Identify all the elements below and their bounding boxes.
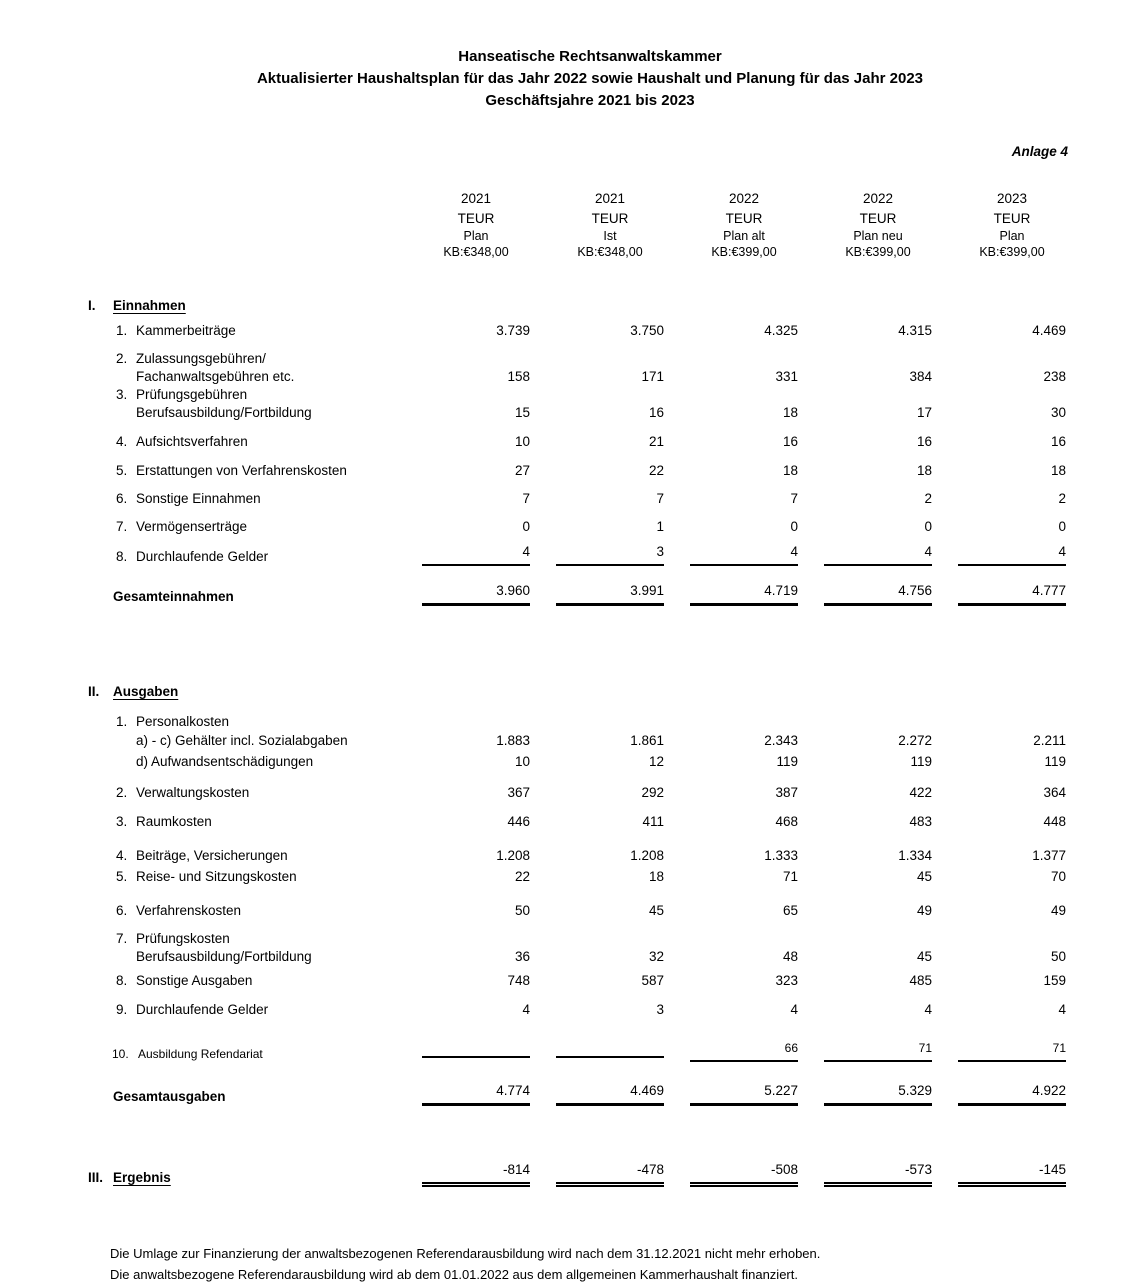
cell-value: 7 xyxy=(522,491,530,506)
cell-value: 485 xyxy=(909,973,932,988)
column-kb: KB:€399,00 xyxy=(845,245,911,259)
cell-value: 18 xyxy=(916,463,932,478)
cell-value: 16 xyxy=(648,405,664,420)
cell-value: 15 xyxy=(514,405,530,420)
footnote-line-1: Die Umlage zur Finanzierung der anwaltsbezogenen Referendarausbildung wird nach dem 31.12.2021 nicht mehr erhoben. xyxy=(110,1246,821,1261)
row-label: Durchlaufende Gelder xyxy=(136,1002,269,1017)
cell-value: 4 xyxy=(1058,1002,1066,1017)
cell-value: 45 xyxy=(916,869,932,884)
cell-value: 45 xyxy=(648,903,664,918)
column-year: 2021 xyxy=(594,191,626,206)
cell-value: 748 xyxy=(507,973,530,988)
row-label-line1: Zulassungsgebühren/ xyxy=(136,351,266,366)
section-heading-ausgaben xyxy=(88,683,1133,701)
total-value: 3.960 xyxy=(422,582,530,606)
column-header-2021-ist xyxy=(543,189,677,260)
cell-value: 49 xyxy=(916,903,932,918)
total-value: 4.469 xyxy=(556,1082,664,1106)
table-row-aufwandsentschaedigungen xyxy=(88,753,1133,771)
cell-value: 49 xyxy=(1050,903,1066,918)
cell-value: 4.325 xyxy=(764,323,798,338)
row-number: 6. xyxy=(116,491,128,506)
row-number: 2. xyxy=(116,785,128,800)
table-row-sonstige-ausgaben xyxy=(88,972,1133,990)
column-kb: KB:€348,00 xyxy=(443,245,509,259)
cell-value: 468 xyxy=(775,814,798,829)
cell-value: 27 xyxy=(514,463,530,478)
cell-value: 119 xyxy=(776,754,798,769)
section-heading-einnahmen xyxy=(88,297,1133,315)
table-row-ausbildung-refendariat xyxy=(88,1036,1133,1062)
cell-value: 446 xyxy=(507,814,530,829)
cell-value: 16 xyxy=(1050,434,1066,449)
row-label: Personalkosten xyxy=(136,714,230,729)
column-kb: KB:€399,00 xyxy=(979,245,1045,259)
cell-value: 17 xyxy=(916,405,932,420)
column-unit: TEUR xyxy=(457,211,495,226)
cell-value: 71 xyxy=(782,869,798,884)
column-kb: KB:€399,00 xyxy=(711,245,777,259)
row-label: Beiträge, Versicherungen xyxy=(136,848,288,863)
cell-value: 4.315 xyxy=(898,323,932,338)
cell-value: 71 xyxy=(958,1040,1066,1062)
row-label: Kammerbeiträge xyxy=(136,323,236,338)
cell-value: 3 xyxy=(656,1002,664,1017)
cell-value: 2 xyxy=(924,491,932,506)
column-year: 2022 xyxy=(728,191,760,206)
column-unit: TEUR xyxy=(993,211,1031,226)
column-year: 2021 xyxy=(460,191,492,206)
cell-value: 10 xyxy=(514,754,530,769)
row-number: 1. xyxy=(116,714,128,729)
cell-value: 30 xyxy=(1050,405,1066,420)
row-number: 6. xyxy=(116,903,128,918)
cell-value: 3.739 xyxy=(496,323,530,338)
cell-value: 0 xyxy=(522,519,530,534)
column-scenario: Plan neu xyxy=(853,229,903,243)
column-header-2021-plan xyxy=(409,189,543,260)
cell-value: 1.208 xyxy=(630,848,664,863)
cell-value: 50 xyxy=(514,903,530,918)
document-title xyxy=(47,0,1133,112)
column-header-2023-plan xyxy=(945,189,1079,260)
cell-value: 1.208 xyxy=(496,848,530,863)
column-scenario: Plan xyxy=(999,229,1025,243)
total-value: 5.227 xyxy=(690,1082,798,1106)
footnote-line-2: Die anwaltsbezogene Referendarausbildung wird ab dem 01.01.2022 aus dem allgemeinen Kammerhaushalt finanziert. xyxy=(110,1267,798,1282)
column-header-2022-plan-alt xyxy=(677,189,811,260)
table-row-personalkosten xyxy=(88,713,1133,731)
cell-value: 4 xyxy=(924,1002,932,1017)
cell-value: 587 xyxy=(641,973,664,988)
footnotes xyxy=(110,1243,1133,1283)
row-number: 7. xyxy=(116,931,128,946)
cell-value: 1.883 xyxy=(496,733,530,748)
cell-value: 3 xyxy=(556,543,664,566)
cell-value: 2 xyxy=(1058,491,1066,506)
total-label: Gesamtausgaben xyxy=(113,1089,226,1104)
cell-value: 119 xyxy=(910,754,932,769)
section-numeral: I. xyxy=(88,298,96,313)
row-number: 1. xyxy=(116,323,128,338)
row-label: d) Aufwandsentschädigungen xyxy=(136,754,314,769)
cell-value: 3.750 xyxy=(630,323,664,338)
cell-value: 331 xyxy=(775,369,798,384)
cell-value: 364 xyxy=(1043,785,1066,800)
cell-value: 4 xyxy=(958,543,1066,566)
cell-value: 158 xyxy=(507,369,530,384)
table-row-pruefungsgebuehren xyxy=(88,386,1133,422)
result-value: -145 xyxy=(958,1161,1066,1187)
total-value: 4.774 xyxy=(422,1082,530,1106)
cell-value: 7 xyxy=(656,491,664,506)
row-label: Vermögenserträge xyxy=(136,519,248,534)
cell-value: 4 xyxy=(690,543,798,566)
cell-value: 7 xyxy=(790,491,798,506)
cell-value: 238 xyxy=(1043,369,1066,384)
row-number: 9. xyxy=(116,1002,128,1017)
cell-value: 1.377 xyxy=(1032,848,1066,863)
result-value: -573 xyxy=(824,1161,932,1187)
cell-value: 18 xyxy=(648,869,664,884)
table-row-pruefungskosten xyxy=(88,930,1133,966)
cell-value: 292 xyxy=(641,785,664,800)
row-label xyxy=(136,350,396,386)
cell-value: 4 xyxy=(422,543,530,566)
row-label: Sonstige Einnahmen xyxy=(136,491,261,506)
column-year: 2022 xyxy=(862,191,894,206)
annex-label: Anlage 4 xyxy=(1011,144,1068,159)
table-row-vermoegensertraege xyxy=(88,518,1133,536)
total-value: 3.991 xyxy=(556,582,664,606)
cell-value: 18 xyxy=(782,405,798,420)
title-line-2: Aktualisierter Haushaltsplan für das Jahr 2022 sowie Haushalt und Planung für das Jahr 2023 xyxy=(256,70,924,87)
row-number: 2. xyxy=(116,351,128,366)
table-row-durchlaufende-gelder-einnahmen xyxy=(88,543,1133,566)
result-value: -814 xyxy=(422,1161,530,1187)
cell-value: 367 xyxy=(507,785,530,800)
total-label: Gesamteinnahmen xyxy=(113,589,234,604)
row-number: 8. xyxy=(116,973,128,988)
row-number: 10. xyxy=(112,1047,129,1061)
row-label: Aufsichtsverfahren xyxy=(136,434,248,449)
column-scenario: Ist xyxy=(603,229,617,243)
cell-value: 71 xyxy=(824,1040,932,1062)
row-label: a) - c) Gehälter incl. Sozialabgaben xyxy=(136,733,348,748)
row-label-line1: Prüfungsgebühren xyxy=(136,387,248,402)
cell-value: 411 xyxy=(642,814,664,829)
total-value: 4.922 xyxy=(958,1082,1066,1106)
row-label: Verwaltungskosten xyxy=(136,785,250,800)
cell-value: 12 xyxy=(648,754,664,769)
column-unit: TEUR xyxy=(725,211,763,226)
cell-value: 4 xyxy=(790,1002,798,1017)
column-year: 2023 xyxy=(996,191,1028,206)
cell-value: 22 xyxy=(648,463,664,478)
cell-value: 18 xyxy=(782,463,798,478)
cell-value: 48 xyxy=(782,949,798,964)
section-title: Ergebnis xyxy=(113,1170,171,1185)
row-number: 5. xyxy=(116,463,128,478)
table-row-verfahrenskosten xyxy=(88,902,1133,920)
row-number: 7. xyxy=(116,519,128,534)
column-kb: KB:€348,00 xyxy=(577,245,643,259)
cell-value: 171 xyxy=(641,369,664,384)
row-number: 4. xyxy=(116,848,128,863)
column-scenario: Plan alt xyxy=(723,229,765,243)
row-number: 3. xyxy=(116,814,128,829)
total-value: 5.329 xyxy=(824,1082,932,1106)
table-row-zulassungsgebuehren xyxy=(88,350,1133,386)
row-number: 3. xyxy=(116,387,128,402)
table-row-erstattungen xyxy=(88,462,1133,480)
row-label: Raumkosten xyxy=(136,814,212,829)
cell-value: 119 xyxy=(1044,754,1066,769)
title-line-1: Hanseatische Rechtsanwaltskammer xyxy=(458,48,722,65)
cell-value: 448 xyxy=(1043,814,1066,829)
title-line-3: Geschäftsjahre 2021 bis 2023 xyxy=(485,92,695,109)
row-label: Sonstige Ausgaben xyxy=(136,973,253,988)
cell-value: 159 xyxy=(1043,973,1066,988)
column-unit: TEUR xyxy=(859,211,897,226)
table-row-raumkosten xyxy=(88,813,1133,831)
section-numeral: II. xyxy=(88,684,100,699)
table-row-gehaelter xyxy=(88,732,1133,750)
row-label: Ausbildung Refendariat xyxy=(138,1047,263,1061)
cell-value: 45 xyxy=(916,949,932,964)
total-value: 4.719 xyxy=(690,582,798,606)
cell-value: 70 xyxy=(1050,869,1066,884)
result-value: -478 xyxy=(556,1161,664,1187)
cell-value: 422 xyxy=(909,785,932,800)
cell-value: 0 xyxy=(1058,519,1066,534)
table-row-verwaltungskosten xyxy=(88,784,1133,802)
row-label-line2: Fachanwaltsgebühren etc. xyxy=(136,369,295,384)
cell-value: 387 xyxy=(775,785,798,800)
cell-value: 16 xyxy=(916,434,932,449)
cell-value: 66 xyxy=(690,1040,798,1062)
row-label: Verfahrenskosten xyxy=(136,903,242,918)
cell-value: 2.272 xyxy=(898,733,932,748)
cell-value: 1.861 xyxy=(630,733,664,748)
row-label xyxy=(136,386,396,422)
result-row-ergebnis xyxy=(88,1161,1133,1187)
row-number: 5. xyxy=(116,869,128,884)
total-row-gesamtausgaben xyxy=(88,1082,1133,1106)
cell-value: 2.211 xyxy=(1033,733,1066,748)
column-header-row xyxy=(88,189,1133,260)
total-value: 4.756 xyxy=(824,582,932,606)
section-title: Einnahmen xyxy=(113,298,186,313)
cell-value: 0 xyxy=(924,519,932,534)
cell-value: 65 xyxy=(782,903,798,918)
cell-value: 0 xyxy=(790,519,798,534)
row-number: 8. xyxy=(116,549,128,564)
section-numeral: III. xyxy=(88,1170,104,1185)
row-label: Reise- und Sitzungskosten xyxy=(136,869,297,884)
total-value: 4.777 xyxy=(958,582,1066,606)
cell-value: 4 xyxy=(824,543,932,566)
cell-value: 483 xyxy=(909,814,932,829)
cell-value: 384 xyxy=(909,369,932,384)
cell-value: 32 xyxy=(648,949,664,964)
cell-value: 10 xyxy=(514,434,530,449)
cell-value: 323 xyxy=(775,973,798,988)
result-value: -508 xyxy=(690,1161,798,1187)
column-header-2022-plan-neu xyxy=(811,189,945,260)
cell-value: 21 xyxy=(648,434,664,449)
cell-value: 1 xyxy=(656,519,664,534)
cell-value: 50 xyxy=(1050,949,1066,964)
table-row-durchlaufende-gelder-ausgaben xyxy=(88,1001,1133,1019)
table-row-reise-sitzungskosten xyxy=(88,868,1133,886)
table-row-aufsichtsverfahren xyxy=(88,433,1133,451)
row-label: Durchlaufende Gelder xyxy=(136,549,269,564)
row-number: 4. xyxy=(116,434,128,449)
cell-value: 18 xyxy=(1050,463,1066,478)
column-unit: TEUR xyxy=(591,211,629,226)
cell-value xyxy=(422,1036,530,1058)
total-row-gesamteinnahmen xyxy=(88,582,1133,606)
table-row-kammerbeitraege xyxy=(88,322,1133,340)
cell-value: 1.333 xyxy=(764,848,798,863)
cell-value: 4.469 xyxy=(1032,323,1066,338)
row-label: Erstattungen von Verfahrenskosten xyxy=(136,463,347,478)
row-label-line2: Berufsausbildung/Fortbildung xyxy=(136,405,312,420)
column-scenario: Plan xyxy=(463,229,489,243)
cell-value: 2.343 xyxy=(764,733,798,748)
table-row-beitraege-versicherungen xyxy=(88,847,1133,865)
cell-value: 22 xyxy=(514,869,530,884)
cell-value: 4 xyxy=(522,1002,530,1017)
cell-value: 16 xyxy=(782,434,798,449)
table-row-sonstige-einnahmen xyxy=(88,490,1133,508)
cell-value: 1.334 xyxy=(898,848,932,863)
cell-value xyxy=(556,1036,664,1058)
row-label-line2: Berufsausbildung/Fortbildung xyxy=(136,949,312,964)
row-label xyxy=(136,930,396,966)
row-label-line1: Prüfungskosten xyxy=(136,931,230,946)
section-title: Ausgaben xyxy=(113,684,179,699)
cell-value: 36 xyxy=(514,949,530,964)
